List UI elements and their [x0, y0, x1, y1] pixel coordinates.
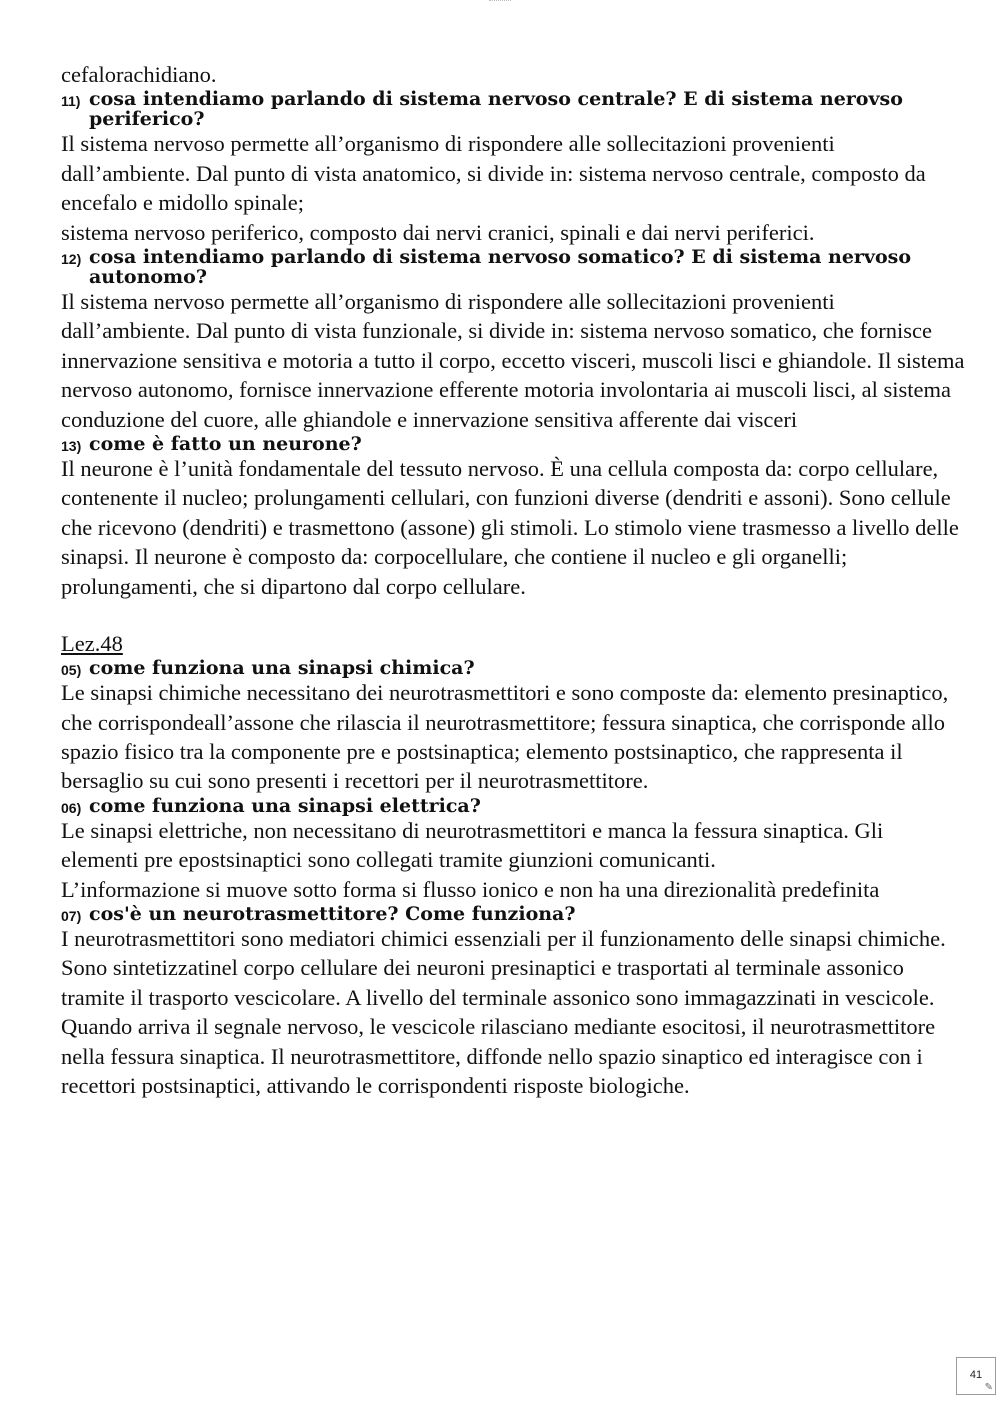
question-text: come funziona una sinapsi elettrica?: [89, 794, 481, 817]
question-heading: [61, 434, 966, 454]
question-number: 07): [61, 907, 82, 924]
question-heading: [61, 247, 966, 287]
paragraph: Il sistema nervoso permette all’organismo di rispondere alle sollecitazioni provenienti dall’ambiente. Dal punto di vista funzionale, si divide in: sistema nervoso somatico, che fornisce innervazione sensitiva e motoria a tutto il corpo, eccetto visceri, muscoli lisci e ghiandole. Il sistema nervoso autonomo, fornisce innervazione efferente motoria involontaria ai muscoli lisci, al sistema conduzione del cuore, alle ghiandole e innervazione sensitiva afferente dai visceri: [61, 289, 965, 432]
lecture-heading: Lez.48: [61, 631, 123, 657]
question-number: 12): [61, 251, 82, 268]
paragraph: Le sinapsi chimiche necessitano dei neurotrasmettitori e sono composte da: elemento presinaptico, che corrispondeall’assone che rilascia il neurotrasmettitore; fessura sinaptica, che corrisponde allo spazio fisico tra la componente pre e postsinaptica; elemento postsinaptico, che rappresenta il bersaglio su cui sono presenti i recettori per il neurotrasmettitore.: [61, 680, 949, 794]
paragraph: Il neurone è l’unità fondamentale del tessuto nervoso. È una cellula composta da: corpo cellulare, contenente il nucleo; prolungamenti cellulari, con funzioni diverse (dendriti e assoni). Sono cellule che ricevono (dendriti) e trasmettono (assone) gli stimoli. Lo stimolo viene trasmesso a livello delle sinapsi. Il neurone è composto da: corpocellulare, che contiene il nucleo e gli organelli; prolungamenti, che si dipartono dal corpo cellulare.: [61, 456, 959, 599]
question-text: cosa intendiamo parlando di sistema nervoso somatico? E di sistema nervoso autonomo?: [89, 246, 912, 289]
paragraph: cefalorachidiano.: [61, 62, 217, 87]
question-number: 13): [61, 438, 82, 455]
header-mark: [489, 0, 511, 4]
paragraph: sistema nervoso periferico, composto dai nervi cranici, spinali e dai nervi periferici.: [61, 219, 815, 245]
document-body: [61, 60, 966, 1100]
question-heading: [61, 796, 966, 816]
question-text: cosa intendiamo parlando di sistema nervoso centrale? E di sistema nerovso periferico?: [89, 88, 903, 131]
question-text: come funziona una sinapsi chimica?: [89, 657, 475, 680]
paragraph: L’informazione si muove sotto forma si flusso ionico e non ha una direzionalità predefinita: [61, 876, 880, 902]
question-number: 11): [61, 93, 81, 110]
question-text: cos'è un neurotrasmettitore? Come funziona?: [89, 902, 576, 925]
paragraph: I neurotrasmettitori sono mediatori chimici essenziali per il funzionamento delle sinapsi chimiche. Sono sintetizzatinel corpo cellulare dei neuroni presinaptici e trasportati al terminale assonico tramite il trasporto vescicolare. A livello del terminale assonico sono immagazzinati in vescicole. Quando arriva il segnale nervoso, le vescicole rilasciano mediante esocitosi, il neurotrasmettitore nella fessura sinaptica. Il neurotrasmettitore, diffonde nello spazio sinaptico ed interagisce con i recettori postsinaptici, attivando le corrispondenti risposte biologiche.: [61, 925, 946, 1098]
question-number: 06): [61, 799, 82, 816]
pencil-icon: ✎: [984, 1382, 993, 1393]
paragraph: Le sinapsi elettriche, non necessitano di neurotrasmettitori e manca la fessura sinaptica. Gli elementi pre epostsinaptici sono collegati tramite giunzioni comunicanti.: [61, 817, 884, 873]
question-heading: [61, 904, 966, 924]
question-heading: [61, 658, 966, 678]
question-heading: [61, 89, 966, 129]
question-number: 05): [61, 662, 82, 679]
page-number-box: [956, 1357, 996, 1395]
paragraph: Il sistema nervoso permette all’organismo di rispondere alle sollecitazioni provenienti dall’ambiente. Dal punto di vista anatomico, si divide in: sistema nervoso centrale, composto da encefalo e midollo spinale;: [61, 131, 926, 216]
page-number: 41: [969, 1369, 983, 1381]
question-text: come è fatto un neurone?: [89, 433, 362, 456]
